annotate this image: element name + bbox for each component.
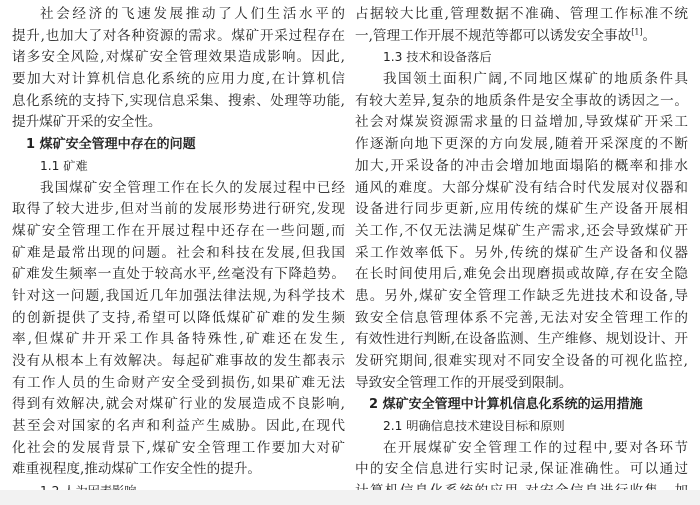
text-line: 加大,开采设备的冲击会增加地面塌陷的概率和排水: [355, 157, 688, 174]
text-line: 在开展煤矿安全管理工作的过程中,要对各环节: [383, 439, 688, 456]
text-line: 提升,也加大了对各种资源的需求。煤矿开采过程存在: [12, 27, 345, 44]
text-fragment: 。: [642, 27, 657, 44]
text-line: 息化系统的支持下,实现信息采集、搜索、处理等功能,: [12, 92, 345, 109]
equipment-paragraph: [355, 69, 688, 394]
text-line: 设备进行同步更新,应用传统的煤矿生产设备开展相: [355, 201, 688, 218]
subsection-heading-1-3: 1.3 技术和设备落后: [383, 50, 492, 65]
text-line: 患。另外,煤矿安全管理工作缺乏先进技术和设备,导: [355, 287, 688, 304]
text-line: 的创新提供了支持,希望可以降低煤矿矿难的发生频: [12, 309, 345, 326]
text-line: 诸多安全风险,对煤矿安全管理效果造成影响。因此,: [12, 49, 345, 66]
text-line: 社会经济的飞速发展推动了人们生活水平的: [40, 6, 345, 22]
text-line: 我国煤矿安全管理工作在长久的发展过程中已经: [40, 179, 345, 196]
text-line: 甚至会对国家的名声和利益产生威胁。因此,在现代: [12, 418, 345, 435]
text-line: 致安全信息管理体系不完善,无法对安全管理工作的: [355, 309, 688, 326]
text-line: 通风的难度。大部分煤矿没有结合时代发展对仪器和: [355, 179, 688, 196]
right-column: [355, 4, 688, 503]
citation-reference: [1]: [631, 27, 643, 37]
text-line: [355, 26, 688, 48]
text-line: 要加大对计算机信息化系统的应用力度,在计算机信: [12, 71, 345, 88]
text-line: 得到有效解决,就会对煤矿行业的发展造成不良影响,: [12, 396, 345, 413]
text-line: 取得了较大进步,但对当前的发展形势进行研究,发现: [12, 201, 345, 218]
human-factor-paragraph-continued: [355, 4, 688, 47]
subsection-heading-2-1: 2.1 明确信息技术建设目标和原则: [383, 419, 565, 434]
text-line: 发研究期间,很难实现对不同安全设备的可视化监控,: [355, 353, 688, 369]
left-column: [12, 4, 345, 503]
page-bottom-band: [0, 490, 700, 505]
text-line: 占据较大比重,管理数据不准确、管理工作标准不统: [355, 6, 688, 22]
text-line: 矿难发生频率一直处于较高水平,丝毫没有下降趋势。: [12, 266, 345, 283]
text-line: 作逐渐向地下更深的方向发展,随着开采深度的不断: [355, 136, 688, 153]
text-line: 社会对煤炭资源需求量的日益增加,导致煤矿开采工: [355, 114, 688, 131]
text-line: 中的安全信息进行实时记录,保证准确性。可以通过: [355, 461, 688, 478]
text-line: 煤矿安全管理工作在开展过程中还存在一些问题,而: [12, 222, 345, 239]
subsection-heading-1-1: 1.1 矿难: [40, 158, 88, 173]
text-line: 有较大差异,复杂的地质条件是安全事故的诱因之一。: [355, 92, 688, 109]
text-line: 提升煤矿开采的安全性。: [12, 114, 162, 131]
intro-paragraph: [12, 4, 345, 134]
text-line: 导致安全管理工作的开展受到限制。: [355, 374, 573, 391]
text-line: 有效性进行判断,在设备监测、生产维修、规划设计、开: [355, 331, 688, 348]
text-line: 率,但煤矿井开采工作具备特殊性,矿难还在发生,: [12, 331, 345, 348]
text-fragment: 一,管理工作开展不规范等都可以诱发安全事故: [355, 27, 632, 44]
text-line: 我国领土面积广阔,不同地区煤矿的地质条件具: [383, 71, 688, 88]
text-line: 在长时间使用后,难免会出现磨损或故障,存在安全隐: [355, 266, 688, 283]
text-line: 采工作效率低下。另外,传统的煤矿生产设备和仪器: [355, 244, 688, 261]
text-line: 化社会的发展背景下,煤矿安全管理工作要加大对矿: [12, 439, 345, 456]
text-line: 针对这一问题,我国近几年加强法律法规,为科学技术: [12, 287, 345, 304]
text-line: 难重视程度,推动煤矿工作安全性的提升。: [12, 461, 262, 478]
section-heading-2: 2 煤矿安全管理中计算机信息化系统的运用措施: [369, 397, 643, 413]
text-line: 矿难是最常出现的问题。社会和科技在发展,但我国: [12, 244, 345, 261]
section-heading-1: 1 煤矿安全管理中存在的问题: [26, 137, 196, 153]
mine-disaster-paragraph: [12, 178, 345, 482]
text-line: 没有从根本上有效解决。每起矿难事故的发生都表示: [12, 353, 345, 369]
text-line: 有工作人员的生命财产安全受到损伤,如果矿难无法: [12, 374, 345, 391]
text-line: 关工作,不仅无法满足煤矿生产需求,还会导致煤矿开: [355, 222, 688, 239]
